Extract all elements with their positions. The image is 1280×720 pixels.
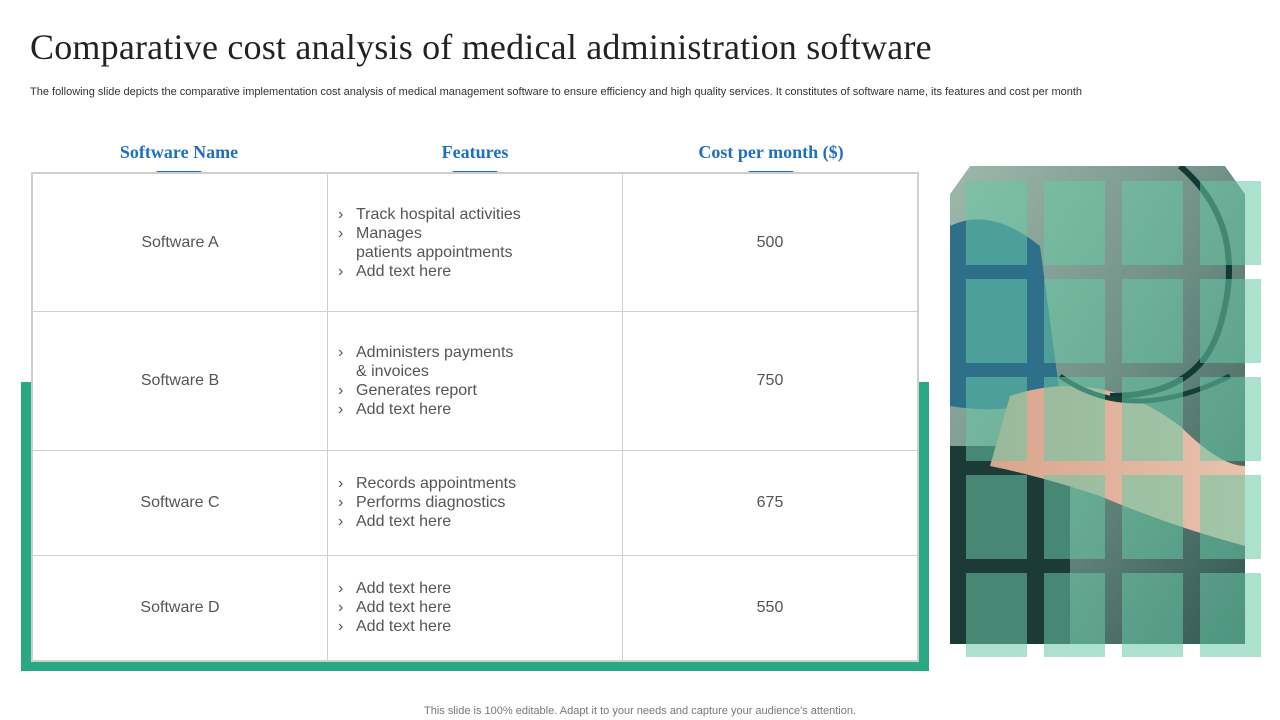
page-title: Comparative cost analysis of medical administration software bbox=[30, 27, 932, 67]
chevron-right-icon: › bbox=[338, 599, 344, 617]
green-tile bbox=[966, 377, 1027, 461]
chevron-right-icon: › bbox=[338, 513, 344, 531]
chevron-right-icon: › bbox=[338, 494, 344, 512]
green-tile bbox=[966, 475, 1027, 559]
column-header-label: Features bbox=[441, 142, 509, 162]
chevron-right-icon: › bbox=[338, 224, 344, 242]
green-tile bbox=[1122, 279, 1183, 363]
green-tile bbox=[1200, 573, 1261, 657]
feature-text: Add text here bbox=[356, 618, 452, 636]
feature-item bbox=[336, 343, 621, 381]
chevron-right-icon: › bbox=[338, 382, 344, 400]
green-tile bbox=[966, 279, 1027, 363]
features-list bbox=[336, 205, 621, 281]
cost-cell: 675 bbox=[623, 450, 918, 555]
table-body bbox=[33, 174, 918, 661]
software-name-cell: Software D bbox=[33, 555, 328, 660]
cost-cell: 500 bbox=[623, 174, 918, 312]
table-row bbox=[33, 555, 918, 660]
feature-text: Add text here bbox=[356, 513, 452, 531]
feature-item bbox=[336, 579, 621, 598]
green-tile-grid bbox=[966, 181, 1261, 661]
green-tile bbox=[1044, 573, 1105, 657]
green-tile bbox=[1044, 377, 1105, 461]
chevron-right-icon: › bbox=[338, 618, 344, 636]
comparison-table bbox=[31, 172, 919, 662]
column-header-features bbox=[327, 142, 623, 172]
chevron-right-icon: › bbox=[338, 262, 344, 280]
software-name-cell: Software A bbox=[33, 174, 328, 312]
feature-item bbox=[336, 224, 621, 262]
column-header-software-name bbox=[31, 142, 327, 172]
green-tile bbox=[1122, 181, 1183, 265]
green-tile bbox=[1044, 181, 1105, 265]
feature-text: Administers payments & invoices bbox=[356, 344, 514, 381]
software-name-cell: Software B bbox=[33, 312, 328, 450]
chevron-right-icon: › bbox=[338, 475, 344, 493]
green-tile bbox=[966, 181, 1027, 265]
features-cell bbox=[328, 450, 623, 555]
footer-note: This slide is 100% editable. Adapt it to your needs and capture your audience's attention. bbox=[424, 705, 856, 717]
green-tile bbox=[1200, 181, 1261, 265]
green-tile bbox=[1044, 475, 1105, 559]
chevron-right-icon: › bbox=[338, 344, 344, 362]
chevron-right-icon: › bbox=[338, 205, 344, 223]
green-tile bbox=[1200, 475, 1261, 559]
green-tile bbox=[1122, 475, 1183, 559]
feature-text: Generates report bbox=[356, 382, 477, 400]
table-row bbox=[33, 450, 918, 555]
column-header-label: Cost per month ($) bbox=[698, 142, 844, 162]
features-cell bbox=[328, 174, 623, 312]
table-header bbox=[31, 142, 919, 172]
green-tile bbox=[1200, 279, 1261, 363]
green-tile bbox=[1200, 377, 1261, 461]
feature-item bbox=[336, 400, 621, 419]
feature-text: Add text here bbox=[356, 262, 452, 280]
column-header-label: Software Name bbox=[119, 142, 239, 162]
feature-text: Track hospital activities bbox=[356, 205, 521, 223]
feature-text: Add text here bbox=[356, 599, 452, 617]
feature-item bbox=[336, 381, 621, 400]
feature-item bbox=[336, 493, 621, 512]
chevron-right-icon: › bbox=[338, 401, 344, 419]
features-list bbox=[336, 579, 621, 636]
features-cell bbox=[328, 555, 623, 660]
table-row bbox=[33, 174, 918, 312]
features-cell bbox=[328, 312, 623, 450]
green-tile bbox=[966, 573, 1027, 657]
green-tile bbox=[1122, 573, 1183, 657]
green-tile bbox=[1122, 377, 1183, 461]
column-header-cost bbox=[623, 142, 919, 172]
feature-text: Add text here bbox=[356, 580, 452, 598]
feature-text: Add text here bbox=[356, 401, 452, 419]
table-row bbox=[33, 312, 918, 450]
cost-cell: 550 bbox=[623, 555, 918, 660]
feature-item bbox=[336, 262, 621, 281]
feature-item bbox=[336, 474, 621, 493]
feature-text: Performs diagnostics bbox=[356, 494, 506, 512]
features-list bbox=[336, 474, 621, 531]
feature-item bbox=[336, 205, 621, 224]
chevron-right-icon: › bbox=[338, 580, 344, 598]
cost-cell: 750 bbox=[623, 312, 918, 450]
green-tile bbox=[1044, 279, 1105, 363]
feature-item bbox=[336, 598, 621, 617]
page-subtitle: The following slide depicts the comparative implementation cost analysis of medical management software to ensure efficiency and high quality services. It constitutes of software name, its features and cost per month bbox=[30, 86, 1083, 98]
feature-text: Manages patients appointments bbox=[356, 224, 513, 261]
features-list bbox=[336, 343, 621, 419]
feature-item bbox=[336, 617, 621, 636]
feature-text: Records appointments bbox=[356, 475, 517, 493]
software-name-cell: Software C bbox=[33, 450, 328, 555]
feature-item bbox=[336, 512, 621, 531]
